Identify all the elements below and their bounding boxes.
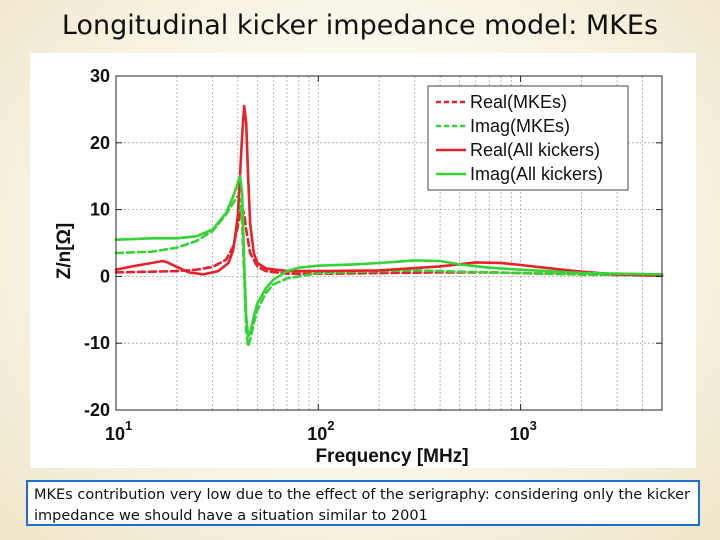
legend-label: Imag(All kickers) [470, 164, 604, 184]
legend-label: Real(All kickers) [470, 140, 601, 160]
legend [428, 86, 628, 190]
y-tick-labels [84, 66, 110, 420]
line-chart [30, 53, 696, 468]
x-tick-exponent: 1 [125, 418, 133, 433]
legend-label: Real(MKEs) [470, 92, 568, 112]
slide-title: Longitudinal kicker impedance model: MKEs [61, 10, 659, 41]
y-tick-label: 30 [89, 66, 110, 86]
series-line-4 [116, 176, 662, 336]
x-tick-label: 10 [105, 424, 126, 444]
caption-box [26, 480, 700, 526]
x-tick-exponent: 2 [327, 418, 335, 433]
x-tick-exponent: 3 [529, 418, 537, 433]
caption-text: MKEs contribution very low due to the effect of the serigraphy: considering only the kicker impedance we should have a situation similar to 2001 [34, 487, 690, 524]
series-line-1 [116, 208, 662, 275]
y-axis-title: Z/n[Ω] [54, 222, 75, 280]
y-tick-label: -20 [83, 400, 110, 420]
y-tick-label: 20 [89, 132, 110, 153]
x-axis-title: Frequency [MHz] [315, 446, 469, 467]
y-tick-label: -10 [83, 333, 110, 354]
x-tick-label: 10 [307, 424, 328, 444]
y-tick-label: 10 [89, 199, 110, 220]
legend-label: Imag(MKEs) [470, 116, 571, 136]
x-tick-labels [105, 418, 537, 444]
y-tick-label: 0 [99, 266, 110, 287]
x-tick-label: 10 [509, 424, 530, 444]
chart-figure [30, 53, 696, 468]
